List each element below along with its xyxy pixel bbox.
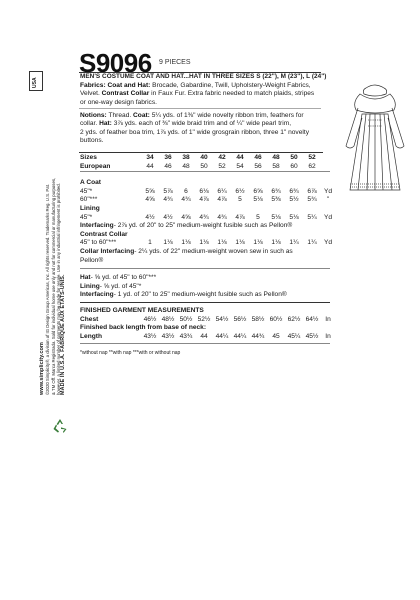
- cell: 5⅜: [271, 196, 281, 204]
- cell: 4¾: [217, 213, 227, 221]
- cell: 4⅞: [235, 213, 245, 221]
- interfacing-row: Interfacing- 2⅞ yd. of 20" to 25" medium-weight fusible such as Pellon®: [80, 222, 293, 230]
- cell: 5¾: [307, 196, 317, 204]
- cell: 50: [290, 154, 298, 161]
- yardage-table: Sizes 34 36 38 40 42 44 46 48 50 52 European 44 46 48 50 52 54 56 58 60 62 A Coat 45"* 5⅝ 5⅞ 6 6⅛ 6¼ 6½ 6⅝ 6¾ 6¾ 6⅞ Yd 60"*** 4⅝ 4¾ 4¾ 4⅞ 4⅞ 5 5⅛ 5⅜ 5½ 5¾ " Lining 45"* 4½ 4½ 4⅝ 4¾ 4¾ 4⅞ 5 5⅛ 5⅛ 5¼ Yd Interfacing- 2⅞ yd. of 20" to 25" medium-weight fusible such as Pellon® Contrast Collar 45" to 60"*** 1 1⅛ 1⅛ 1⅛ 1⅛ 1⅛ 1⅛ 1⅛ 1¼ 1¼ Yd Collar Interfacing- 2¼ yds. of 22" medium-weight woven sew in such as Pellon® Hat- ⅝ yd. of 45" to 60"*** Lining- ⅝ yd. of 45"* Interfacing- 1 yd. of 20" to 25" medium-weight fusible such as Pellon® FINISHED GARMENT MEASUREMENTS Chest 46½ 48½ 50½ 52½ 54½ 56½ 58½ 60½ 62½ 64½ In Finished back length from base of neck: Length 43½ 43½ 43¾ 44 44¼ 44¼ 44¾ 45 45¼ 45½ In *without nap **with nap ***with or without nap: [80, 154, 330, 358]
- usa-badge: USA: [29, 71, 43, 91]
- coat-60-row: 60"*** 4⅝ 4¾ 4¾ 4⅞ 4⅞ 5 5⅛ 5⅜ 5½ 5¾ ": [80, 196, 330, 205]
- cell: 4¾: [199, 213, 209, 221]
- cell: 6¾: [271, 187, 281, 195]
- unit-cell: ": [326, 196, 330, 204]
- cell: 40: [200, 154, 208, 161]
- length-row: Length 43½ 43½ 43¾ 44 44¼ 44¼ 44¾ 45 45¼ 45½ In: [80, 333, 330, 342]
- unit-cell: Yd: [323, 187, 333, 195]
- cell: 1⅛: [181, 239, 191, 247]
- cell: 38: [182, 154, 190, 161]
- cell: 58½: [251, 315, 265, 323]
- cell: 43¾: [179, 332, 193, 340]
- cell: 5⅝: [145, 187, 155, 195]
- cell: 5¼: [307, 213, 317, 221]
- hat-row: Hat- ⅝ yd. of 45" to 60"***: [80, 274, 157, 282]
- cell: 62: [308, 162, 316, 170]
- cell: 1⅛: [199, 239, 209, 247]
- chest-row: Chest 46½ 48½ 50½ 52½ 54½ 56½ 58½ 60½ 62½ 64½ In: [80, 316, 330, 325]
- hat-lining-row: Lining- ⅝ yd. of 45"*: [80, 282, 142, 290]
- cell: 5⅛: [289, 213, 299, 221]
- cell: 1: [148, 239, 152, 247]
- cell: 46½: [143, 315, 157, 323]
- cell: 44: [236, 154, 244, 161]
- cell: 44¼: [215, 332, 229, 340]
- cell: 1⅛: [217, 239, 227, 247]
- cell: 6½: [235, 187, 245, 195]
- side-made-in: MADE IN U.S.A. FABRIQUÉ AUX ÉTATS-UNIS.: [60, 274, 67, 395]
- unit-cell: Yd: [323, 239, 333, 247]
- cell: 5⅛: [253, 196, 263, 204]
- cell: 54: [236, 162, 244, 170]
- cell: 4⅞: [199, 196, 209, 204]
- cell: 56: [254, 162, 262, 170]
- cell: 34: [146, 154, 154, 161]
- cell: 1⅛: [253, 239, 263, 247]
- finished-title: FINISHED GARMENT MEASUREMENTS: [80, 306, 204, 314]
- cell: 5⅛: [271, 213, 281, 221]
- cell: 52½: [197, 315, 211, 323]
- cell: 1¼: [307, 239, 317, 247]
- cell: 46: [254, 154, 262, 161]
- cell: 1¼: [289, 239, 299, 247]
- pieces-count: 9 PIECES: [159, 59, 191, 66]
- cell: 4½: [163, 213, 173, 221]
- cell: 45½: [305, 332, 319, 340]
- cell: 6¾: [289, 187, 299, 195]
- cell: 45¼: [287, 332, 301, 340]
- cell: 44: [146, 162, 154, 170]
- a-coat-label: A Coat: [80, 179, 102, 187]
- lining-label: Lining: [80, 204, 100, 212]
- cell: 6⅝: [253, 187, 263, 195]
- side-line-1: ©2020 Simplicity®, a division of IG Design Group Americas, Inc. All rights reserved. Trademarks Reg. U.S. Pat.: [45, 184, 51, 395]
- cell: 5: [238, 196, 242, 204]
- cell: 4⅞: [217, 196, 227, 204]
- unit-cell: In: [325, 315, 331, 323]
- coat-45-row: 45"* 5⅝ 5⅞ 6 6⅛ 6¼ 6½ 6⅝ 6¾ 6¾ 6⅞ Yd: [80, 188, 330, 197]
- pattern-title: MEN'S COSTUME COAT AND HAT...HAT IN THREE SIZES S (22"), M (23"), L (24"): [80, 73, 327, 80]
- cell: 44¼: [233, 332, 247, 340]
- side-line-3: however, a limited number of garments may be made for resale. Use in any industrial infringement is prohibited.: [55, 183, 61, 395]
- cell: 5⅞: [163, 187, 173, 195]
- cell: 60½: [269, 315, 283, 323]
- cell: 42: [218, 154, 226, 161]
- cell: 64½: [305, 315, 319, 323]
- cell: 1⅛: [271, 239, 281, 247]
- collar-row: 45" to 60"*** 1 1⅛ 1⅛ 1⅛ 1⅛ 1⅛ 1⅛ 1⅛ 1¼ 1¼ Yd: [80, 239, 330, 248]
- cell: 46: [164, 162, 172, 170]
- cell: 62½: [287, 315, 301, 323]
- cell: 52: [218, 162, 226, 170]
- recycle-icon: [52, 418, 68, 434]
- side-url[interactable]: www.simplicity.com: [39, 342, 45, 395]
- cell: 48: [182, 162, 190, 170]
- footnote: *without nap **with nap ***with or without nap: [80, 350, 181, 357]
- pattern-code: S9096: [79, 48, 152, 78]
- cell: 36: [164, 154, 172, 161]
- fabrics-section: Fabrics: Coat and Hat: Brocade, Gabardine, Twill, Upholstery-Weight Fabrics, Velvet. Contrast Collar in Faux Fur. Extra fabric needed to match plaids, stripes or one-way design fabrics.: [80, 82, 315, 106]
- cell: 4⅝: [181, 213, 191, 221]
- side-line-2: & TM Off. Marca Registrada. Sold for individual home use only and not for commercial or manufacturing purposes,: [50, 177, 56, 395]
- cell: 6⅛: [199, 187, 209, 195]
- side-copyright-strip: [40, 95, 66, 395]
- hat-interfacing-row: Interfacing- 1 yd. of 20" to 25" medium-weight fusible such as Pellon®: [80, 291, 287, 299]
- european-row: European 44 46 48 50 52 54 56 58 60 62: [80, 163, 330, 172]
- cell: 6¼: [217, 187, 227, 195]
- cell: 4¾: [163, 196, 173, 204]
- cell: 52: [308, 154, 316, 161]
- cell: 6⅞: [307, 187, 317, 195]
- cell: 43½: [161, 332, 175, 340]
- cell: 56½: [233, 315, 247, 323]
- sizes-row: Sizes 34 36 38 40 42 44 46 48 50 52: [80, 154, 330, 163]
- cell: 4⅝: [145, 196, 155, 204]
- cell: 5: [256, 213, 260, 221]
- notions-section: Notions: Thread. Coat: 5¼ yds. of 1⅜" wide novelty ribbon trim, feathers for collar. Hat: 3⅞ yds. each of ⅜" wide braid trim and of ¼" wide pearl trim, 2 yds. of feather boa trim, 1⅞ yds. of 1" wide grosgrain ribbon, three 1" novelty buttons.: [80, 112, 309, 144]
- cell: 44¾: [251, 332, 265, 340]
- cell: 1⅛: [163, 239, 173, 247]
- contrast-collar-label: Contrast Collar: [80, 230, 128, 238]
- cell: 50: [200, 162, 208, 170]
- lining-45-row: 45"* 4½ 4½ 4⅝ 4¾ 4¾ 4⅞ 5 5⅛ 5⅛ 5¼ Yd: [80, 214, 330, 223]
- cell: 6: [184, 187, 188, 195]
- cell: 58: [272, 162, 280, 170]
- cell: 5½: [289, 196, 299, 204]
- cell: 44: [200, 332, 208, 340]
- cell: 45: [272, 332, 280, 340]
- back-length-label: Finished back length from base of neck:: [80, 324, 207, 332]
- unit-cell: In: [325, 332, 331, 340]
- cell: 4¾: [181, 196, 191, 204]
- cell: 50½: [179, 315, 193, 323]
- cell: 43½: [143, 332, 157, 340]
- unit-cell: Yd: [323, 213, 333, 221]
- collar-interfacing-row: Collar Interfacing- 2¼ yds. of 22" medium-weight woven sew in such as: [80, 247, 293, 255]
- cell: 1⅛: [235, 239, 245, 247]
- cell: 54½: [215, 315, 229, 323]
- cell: 4½: [145, 213, 155, 221]
- cell: 48½: [161, 315, 175, 323]
- cell: 60: [290, 162, 298, 170]
- cell: 48: [272, 154, 280, 161]
